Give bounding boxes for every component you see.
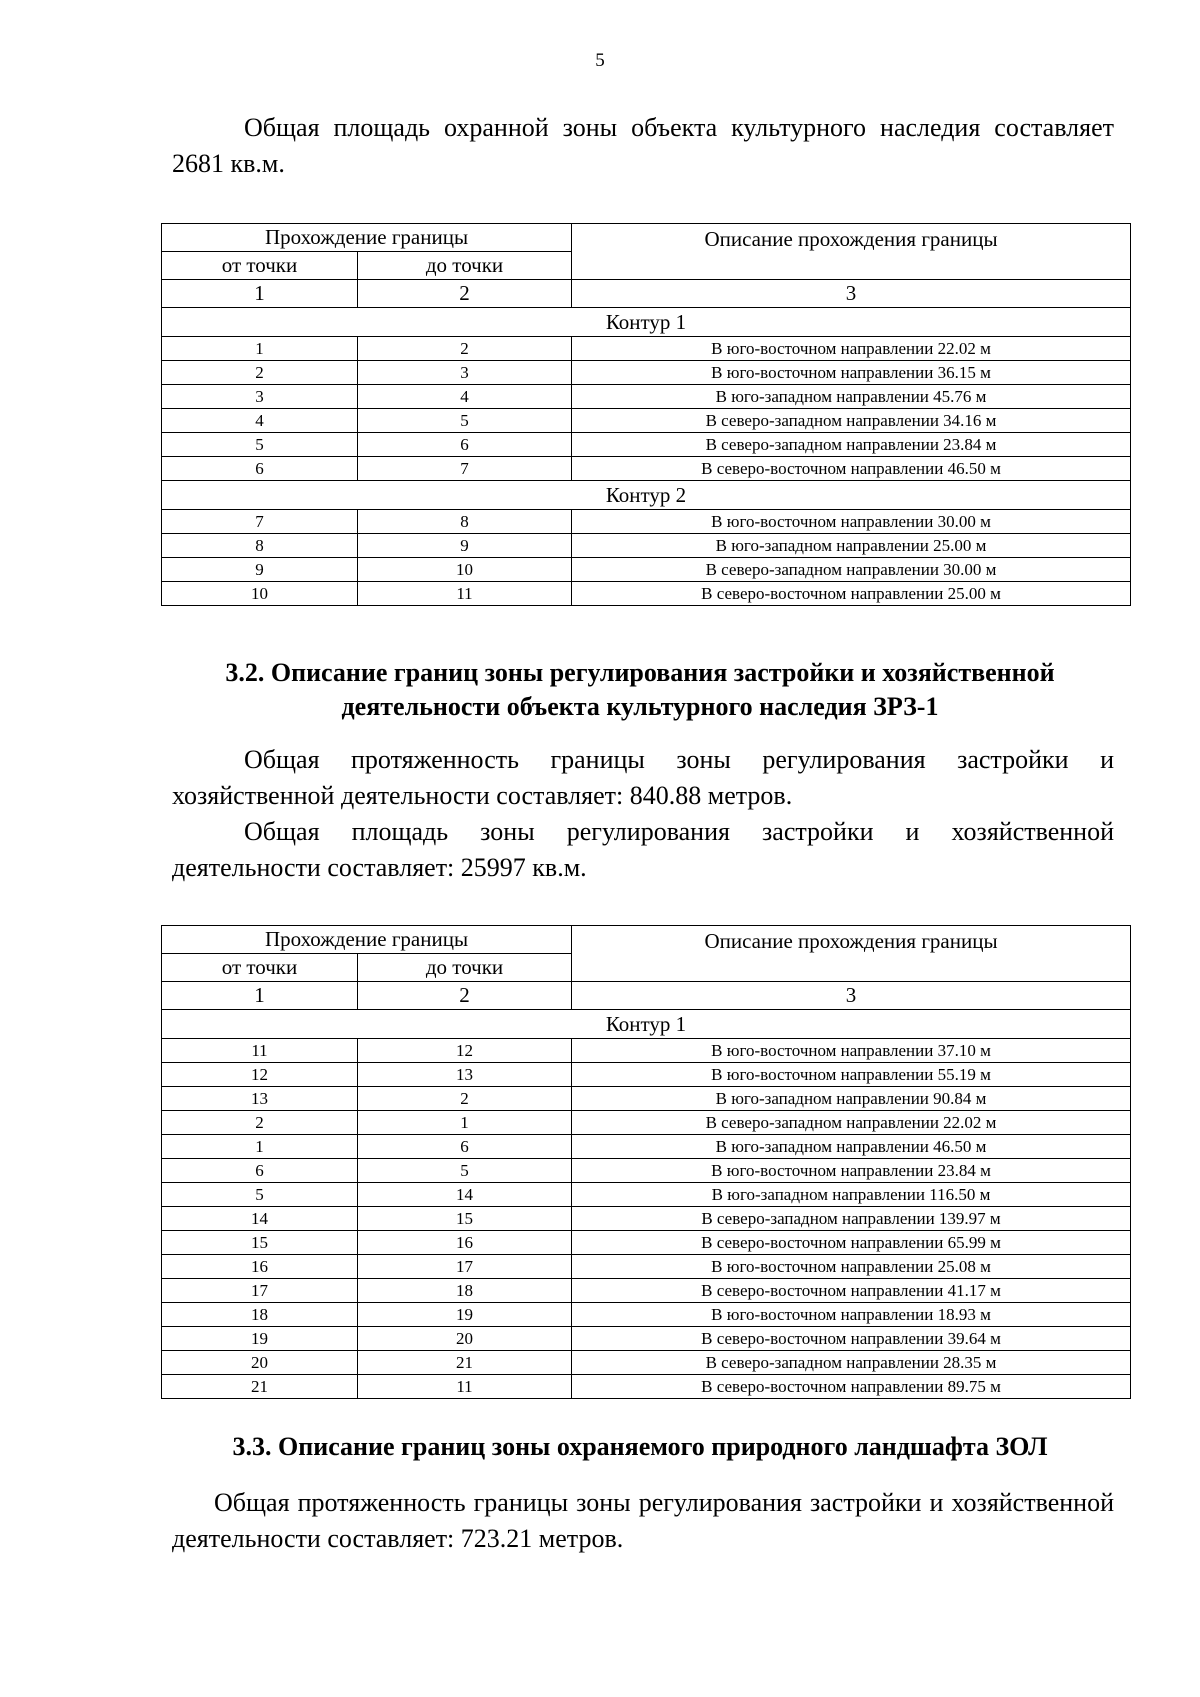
column-number-1: 1 [162, 280, 358, 308]
header-boundary-passage: Прохождение границы [162, 224, 572, 252]
description-cell: В юго-восточном направлении 36.15 м [572, 361, 1131, 385]
from-point-cell: 2 [162, 1111, 358, 1135]
from-point-cell: 20 [162, 1351, 358, 1375]
description-cell: В северо-восточном направлении 46.50 м [572, 457, 1131, 481]
to-point-cell: 16 [358, 1231, 572, 1255]
description-cell: В юго-восточном направлении 25.08 м [572, 1255, 1131, 1279]
table-row [162, 457, 1131, 481]
table-number-row [162, 280, 1131, 308]
to-point-cell: 15 [358, 1207, 572, 1231]
contour-label: Контур 1 [162, 1010, 1131, 1039]
description-cell: В северо-западном направлении 22.02 м [572, 1111, 1131, 1135]
table-row [162, 558, 1131, 582]
from-point-cell: 5 [162, 433, 358, 457]
header-to-point: до точки [358, 252, 572, 280]
description-cell: В северо-западном направлении 28.35 м [572, 1351, 1131, 1375]
section-3-3-heading: 3.3. Описание границ зоны охраняемого природного ландшафта ЗОЛ [232, 1432, 1048, 1461]
to-point-cell: 9 [358, 534, 572, 558]
description-cell: В юго-западном направлении 46.50 м [572, 1135, 1131, 1159]
contour-row [162, 308, 1131, 337]
column-number-3: 3 [572, 982, 1131, 1010]
to-point-cell: 2 [358, 337, 572, 361]
description-cell: В юго-восточном направлении 37.10 м [572, 1039, 1131, 1063]
from-point-cell: 1 [162, 1135, 358, 1159]
to-point-cell: 4 [358, 385, 572, 409]
from-point-cell: 12 [162, 1063, 358, 1087]
description-cell: В юго-восточном направлении 22.02 м [572, 337, 1131, 361]
from-point-cell: 14 [162, 1207, 358, 1231]
section-3-2-length-paragraph: Общая протяженность границы зоны регулирования застройки и хозяйственной деятельности составляет: 840.88 метров. [172, 745, 1114, 810]
description-cell: В юго-восточном направлении 30.00 м [572, 510, 1131, 534]
boundary-table-2 [161, 925, 1131, 1399]
to-point-cell: 3 [358, 361, 572, 385]
header-from-point: от точки [162, 954, 358, 982]
column-number-2: 2 [358, 982, 572, 1010]
from-point-cell: 11 [162, 1039, 358, 1063]
description-cell: В северо-западном направлении 23.84 м [572, 433, 1131, 457]
table-row [162, 1255, 1131, 1279]
page-number: 5 [595, 50, 605, 71]
description-cell: В юго-западном направлении 25.00 м [572, 534, 1131, 558]
from-point-cell: 19 [162, 1327, 358, 1351]
section-3-2-heading: 3.2. Описание границ зоны регулирования застройки и хозяйственной деятельности объекта культурного наследия ЗРЗ-1 [225, 658, 1055, 721]
table-row [162, 1135, 1131, 1159]
contour-row [162, 481, 1131, 510]
column-number-2: 2 [358, 280, 572, 308]
from-point-cell: 3 [162, 385, 358, 409]
to-point-cell: 11 [358, 1375, 572, 1399]
to-point-cell: 10 [358, 558, 572, 582]
description-cell: В северо-восточном направлении 25.00 м [572, 582, 1131, 606]
table-number-row [162, 982, 1131, 1010]
table-row [162, 1303, 1131, 1327]
boundary-table-1 [161, 223, 1131, 606]
table-row [162, 1063, 1131, 1087]
table-row [162, 409, 1131, 433]
from-point-cell: 7 [162, 510, 358, 534]
to-point-cell: 6 [358, 433, 572, 457]
section-3-2-area-paragraph: Общая площадь зоны регулирования застройки и хозяйственной деятельности составляет: 25997 кв.м. [172, 817, 1114, 882]
description-cell: В северо-восточном направлении 39.64 м [572, 1327, 1131, 1351]
from-point-cell: 4 [162, 409, 358, 433]
table-row [162, 1111, 1131, 1135]
description-cell: В юго-восточном направлении 23.84 м [572, 1159, 1131, 1183]
to-point-cell: 13 [358, 1063, 572, 1087]
header-from-point: от точки [162, 252, 358, 280]
to-point-cell: 14 [358, 1183, 572, 1207]
to-point-cell: 5 [358, 1159, 572, 1183]
header-boundary-description: Описание прохождения границы [572, 926, 1131, 982]
from-point-cell: 10 [162, 582, 358, 606]
to-point-cell: 11 [358, 582, 572, 606]
description-cell: В северо-западном направлении 34.16 м [572, 409, 1131, 433]
table-row [162, 1039, 1131, 1063]
contour-row [162, 1010, 1131, 1039]
from-point-cell: 16 [162, 1255, 358, 1279]
to-point-cell: 5 [358, 409, 572, 433]
table-row [162, 1231, 1131, 1255]
header-to-point: до точки [358, 954, 572, 982]
description-cell: В юго-западном направлении 45.76 м [572, 385, 1131, 409]
column-number-3: 3 [572, 280, 1131, 308]
description-cell: В северо-восточном направлении 65.99 м [572, 1231, 1131, 1255]
table-row [162, 1375, 1131, 1399]
column-number-1: 1 [162, 982, 358, 1010]
to-point-cell: 8 [358, 510, 572, 534]
to-point-cell: 1 [358, 1111, 572, 1135]
table-row [162, 510, 1131, 534]
table-row [162, 1351, 1131, 1375]
from-point-cell: 6 [162, 457, 358, 481]
from-point-cell: 13 [162, 1087, 358, 1111]
description-cell: В северо-западном направлении 30.00 м [572, 558, 1131, 582]
from-point-cell: 9 [162, 558, 358, 582]
section-3-3-length-paragraph: Общая протяженность границы зоны регулирования застройки и хозяйственной деятельности составляет: 723.21 метров. [172, 1488, 1114, 1553]
from-point-cell: 6 [162, 1159, 358, 1183]
from-point-cell: 2 [162, 361, 358, 385]
table-row [162, 1087, 1131, 1111]
to-point-cell: 21 [358, 1351, 572, 1375]
to-point-cell: 17 [358, 1255, 572, 1279]
to-point-cell: 19 [358, 1303, 572, 1327]
table-row [162, 1207, 1131, 1231]
from-point-cell: 17 [162, 1279, 358, 1303]
table-row [162, 1279, 1131, 1303]
table-row [162, 1327, 1131, 1351]
from-point-cell: 1 [162, 337, 358, 361]
description-cell: В юго-западном направлении 90.84 м [572, 1087, 1131, 1111]
from-point-cell: 8 [162, 534, 358, 558]
from-point-cell: 18 [162, 1303, 358, 1327]
to-point-cell: 18 [358, 1279, 572, 1303]
header-boundary-description: Описание прохождения границы [572, 224, 1131, 280]
to-point-cell: 20 [358, 1327, 572, 1351]
contour-label: Контур 2 [162, 481, 1131, 510]
table-row [162, 534, 1131, 558]
from-point-cell: 5 [162, 1183, 358, 1207]
intro-paragraph: Общая площадь охранной зоны объекта культурного наследия составляет 2681 кв.м. [172, 113, 1114, 178]
to-point-cell: 2 [358, 1087, 572, 1111]
table-row [162, 1159, 1131, 1183]
description-cell: В северо-восточном направлении 89.75 м [572, 1375, 1131, 1399]
contour-label: Контур 1 [162, 308, 1131, 337]
table-header-row [162, 224, 1131, 252]
table-row [162, 337, 1131, 361]
from-point-cell: 15 [162, 1231, 358, 1255]
description-cell: В северо-западном направлении 139.97 м [572, 1207, 1131, 1231]
to-point-cell: 12 [358, 1039, 572, 1063]
table-header-row [162, 926, 1131, 954]
table-row [162, 1183, 1131, 1207]
description-cell: В юго-восточном направлении 18.93 м [572, 1303, 1131, 1327]
from-point-cell: 21 [162, 1375, 358, 1399]
description-cell: В юго-западном направлении 116.50 м [572, 1183, 1131, 1207]
description-cell: В северо-восточном направлении 41.17 м [572, 1279, 1131, 1303]
header-boundary-passage: Прохождение границы [162, 926, 572, 954]
description-cell: В юго-восточном направлении 55.19 м [572, 1063, 1131, 1087]
to-point-cell: 6 [358, 1135, 572, 1159]
table-row [162, 385, 1131, 409]
to-point-cell: 7 [358, 457, 572, 481]
table-row [162, 433, 1131, 457]
table-row [162, 361, 1131, 385]
table-row [162, 582, 1131, 606]
